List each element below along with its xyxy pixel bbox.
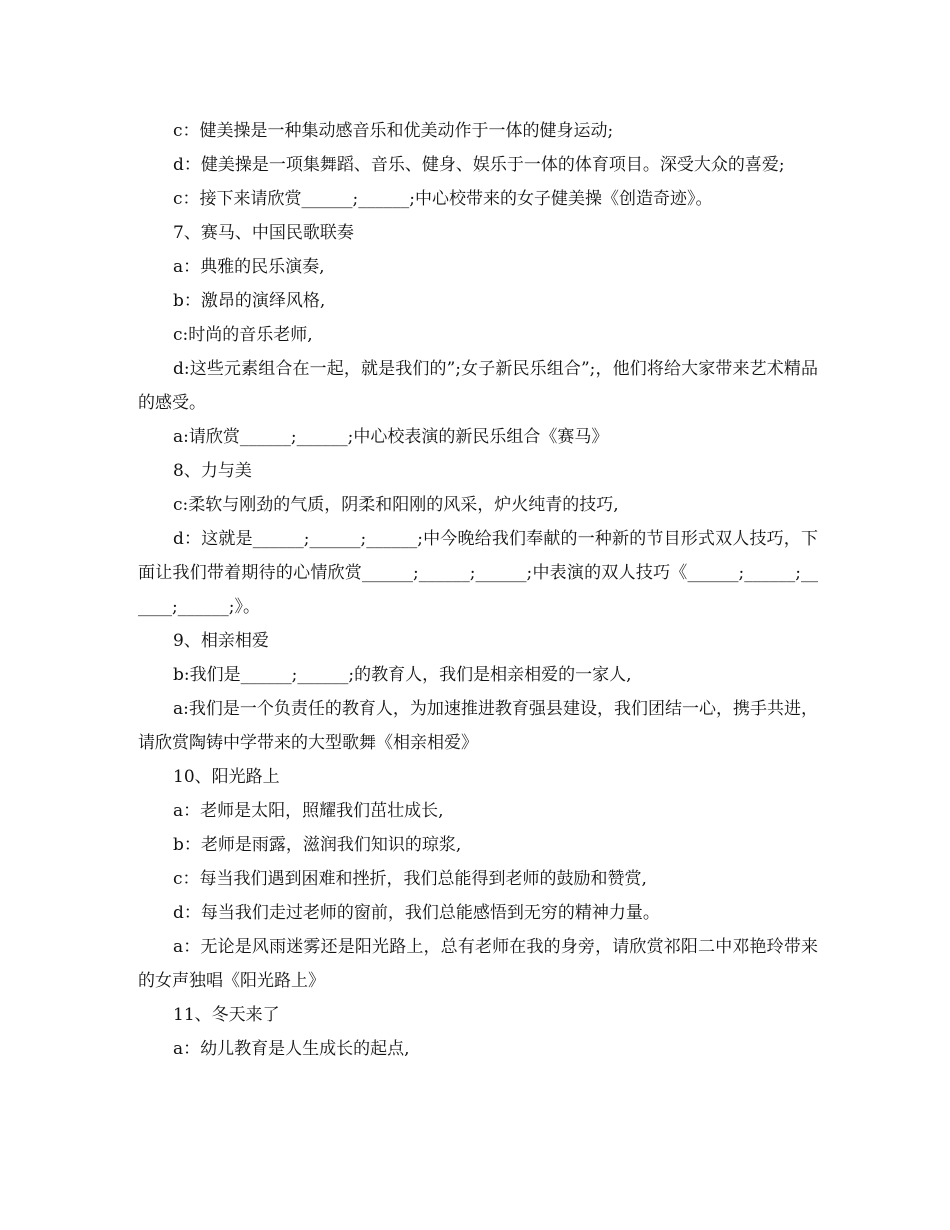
document-body	[138, 114, 818, 1066]
paragraph	[138, 828, 818, 862]
paragraph-text: d：健美操是一项集舞蹈、音乐、健身、娱乐于一体的体育项目。深受大众的喜爱;	[173, 155, 785, 175]
paragraph-text: 7、赛马、中国民歌联奏	[173, 223, 354, 243]
paragraph-text: b：老师是雨露，滋润我们知识的琼浆,	[173, 835, 462, 855]
paragraph	[138, 420, 818, 454]
paragraph	[138, 522, 818, 624]
paragraph	[138, 1032, 818, 1066]
paragraph-text: b：激昂的演绎风格,	[173, 291, 326, 311]
paragraph-text: a:我们是一个负责任的教育人，为加速推进教育强县建设，我们团结一心，携手共进，请欣赏陶铸中学带来的大型歌舞《相亲相爱》	[138, 699, 818, 753]
paragraph	[138, 794, 818, 828]
paragraph	[138, 250, 818, 284]
paragraph-text: c:柔软与刚劲的气质，阴柔和阳刚的风采，炉火纯青的技巧,	[173, 495, 619, 515]
paragraph-text: c：健美操是一种集动感音乐和优美动作于一体的健身运动;	[173, 121, 614, 141]
paragraph-text: d：每当我们走过老师的窗前，我们总能感悟到无穷的精神力量。	[173, 903, 660, 923]
paragraph-text: a:请欣赏______;______;中心校表演的新民乐组合《赛马》	[173, 427, 609, 447]
section-heading	[138, 624, 818, 658]
paragraph	[138, 488, 818, 522]
paragraph-text: c:时尚的音乐老师,	[173, 325, 313, 345]
paragraph	[138, 352, 818, 420]
paragraph-text: a：无论是风雨迷雾还是阳光路上，总有老师在我的身旁，请欣赏祁阳二中邓艳玲带来的女声独唱《阳光路上》	[138, 937, 818, 991]
paragraph-text: a：幼儿教育是人生成长的起点,	[173, 1039, 410, 1059]
paragraph	[138, 182, 818, 216]
paragraph	[138, 658, 818, 692]
paragraph-text: 8、力与美	[173, 461, 252, 481]
paragraph	[138, 114, 818, 148]
paragraph-text: d：这就是______;______;______;中今晚给我们奉献的一种新的节目形式双人技巧，下面让我们带着期待的心情欣赏______;______;______;中表演的双人技巧《______;______;______;______;》。	[138, 529, 818, 617]
paragraph	[138, 284, 818, 318]
section-heading	[138, 216, 818, 250]
paragraph	[138, 148, 818, 182]
paragraph-text: c：接下来请欣赏______;______;中心校带来的女子健美操《创造奇迹》。	[173, 189, 713, 209]
section-heading	[138, 998, 818, 1032]
paragraph	[138, 896, 818, 930]
paragraph	[138, 862, 818, 896]
paragraph-text: c：每当我们遇到困难和挫折，我们总能得到老师的鼓励和赞赏,	[173, 869, 647, 889]
paragraph	[138, 692, 818, 760]
paragraph-text: 9、相亲相爱	[173, 631, 269, 651]
section-heading	[138, 454, 818, 488]
paragraph	[138, 930, 818, 998]
paragraph-text: 11、冬天来了	[173, 1005, 280, 1025]
paragraph-text: 10、阳光路上	[173, 767, 280, 787]
paragraph-text: a：老师是太阳，照耀我们茁壮成长,	[173, 801, 444, 821]
section-heading	[138, 760, 818, 794]
paragraph-text: a：典雅的民乐演奏,	[173, 257, 325, 277]
paragraph	[138, 318, 818, 352]
paragraph-text: d:这些元素组合在一起，就是我们的”;女子新民乐组合”;，他们将给大家带来艺术精品的感受。	[138, 359, 818, 413]
paragraph-text: b:我们是______;______;的教育人，我们是相亲相爱的一家人,	[173, 665, 632, 685]
